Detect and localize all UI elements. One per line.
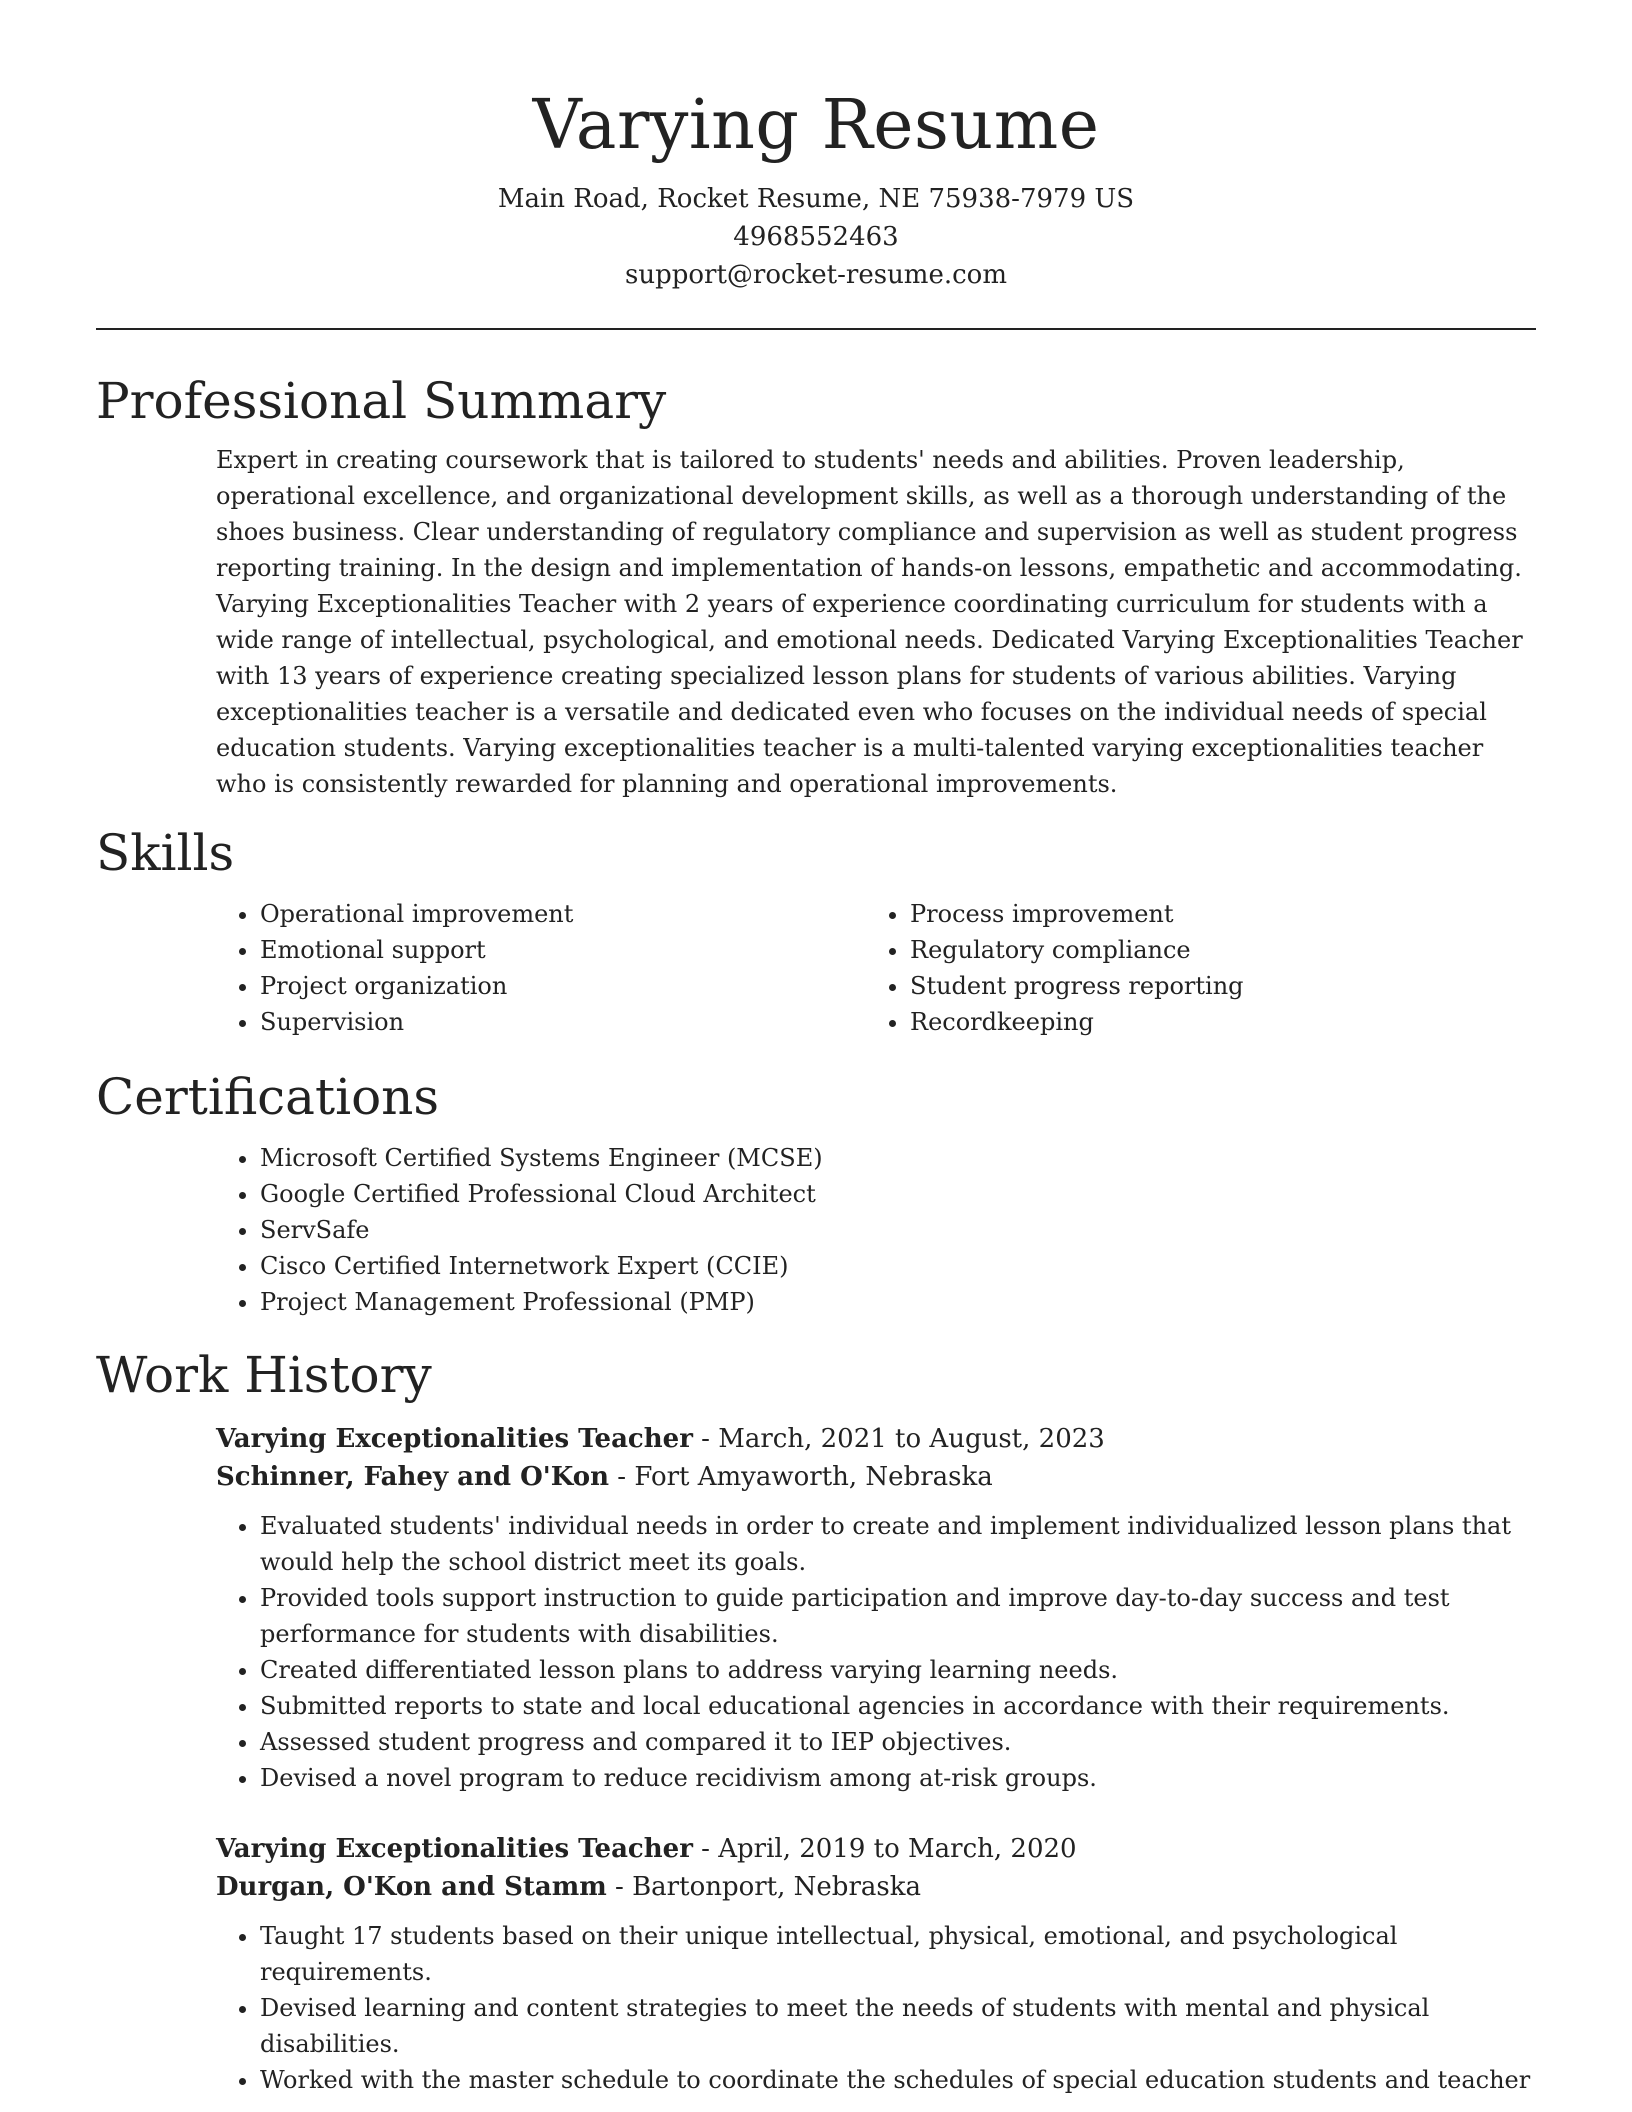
job-location: Fort Amyaworth, Nebraska bbox=[634, 1462, 993, 1492]
job-bullet: • Submitted reports to state and local educational agencies in accordance with their requirements. bbox=[260, 1688, 1536, 1724]
section-title-certifications: Certifications bbox=[96, 1068, 440, 1126]
section-title-skills: Skills bbox=[96, 824, 235, 882]
skills-list-left bbox=[216, 896, 866, 1040]
skills-column-right bbox=[866, 896, 1516, 1040]
job-company: Schinner, Fahey and O'Kon bbox=[216, 1462, 609, 1492]
job-role: Varying Exceptionalities Teacher bbox=[216, 1834, 693, 1864]
skills-grid bbox=[216, 896, 1536, 1040]
job-dates: April, 2019 to March, 2020 bbox=[718, 1834, 1077, 1864]
certification-item: • Microsoft Certified Systems Engineer (MCSE) bbox=[260, 1140, 1536, 1176]
job-bullet: • Devised learning and content strategies to meet the needs of students with mental and physical disabilities. bbox=[260, 1990, 1536, 2062]
candidate-name: Varying Resume bbox=[532, 86, 1100, 165]
skill-item: • Project organization bbox=[260, 968, 866, 1004]
job-role: Varying Exceptionalities Teacher bbox=[216, 1424, 693, 1454]
job-company-line: Schinner, Fahey and O'Kon - Fort Amyaworth, Nebraska bbox=[216, 1462, 993, 1492]
job-dates: March, 2021 to August, 2023 bbox=[718, 1424, 1105, 1454]
certification-item: • Cisco Certified Internetwork Expert (CCIE) bbox=[260, 1248, 1536, 1284]
job-bullet: • Provided tools support instruction to guide participation and improve day-to-day success and test performance for students with disabilities. bbox=[260, 1580, 1536, 1652]
header-divider bbox=[96, 328, 1536, 330]
job-company: Durgan, O'Kon and Stamm bbox=[216, 1872, 607, 1902]
certification-item: • Google Certified Professional Cloud Architect bbox=[260, 1176, 1536, 1212]
job-bullet: • Taught 17 students based on their unique intellectual, physical, emotional, and psychological requirements. bbox=[260, 1918, 1536, 1990]
certification-item: • ServSafe bbox=[260, 1212, 1536, 1248]
skill-item: • Operational improvement bbox=[260, 896, 866, 932]
contact-phone: 4968552463 bbox=[733, 222, 899, 252]
job-bullets bbox=[216, 1918, 1536, 2098]
contact-email: support@rocket-resume.com bbox=[624, 260, 1007, 290]
job-entry bbox=[216, 1420, 1536, 1796]
job-bullet: • Created differentiated lesson plans to address varying learning needs. bbox=[260, 1652, 1536, 1688]
certifications-list bbox=[216, 1140, 1536, 1320]
certifications-body bbox=[216, 1140, 1536, 1320]
contact-block bbox=[96, 180, 1536, 294]
section-work-history bbox=[96, 1344, 1536, 2098]
job-bullets bbox=[216, 1508, 1536, 1796]
contact-address: Main Road, Rocket Resume, NE 75938-7979 US bbox=[497, 184, 1135, 214]
skill-item: • Emotional support bbox=[260, 932, 866, 968]
skills-list-right bbox=[866, 896, 1516, 1040]
job-role-line: Varying Exceptionalities Teacher - March, 2021 to August, 2023 bbox=[216, 1424, 1105, 1454]
summary-body bbox=[216, 442, 1536, 802]
section-professional-summary bbox=[96, 370, 1536, 802]
skills-column-left bbox=[216, 896, 866, 1040]
job-bullet: • Worked with the master schedule to coordinate the schedules of special education students and teacher bbox=[260, 2062, 1536, 2098]
job-role-line: Varying Exceptionalities Teacher - April, 2019 to March, 2020 bbox=[216, 1834, 1077, 1864]
skill-item: • Regulatory compliance bbox=[910, 932, 1516, 968]
job-location: Bartonport, Nebraska bbox=[632, 1872, 921, 1902]
job-bullet: • Evaluated students' individual needs in order to create and implement individualized lesson plans that would help the school district meet its goals. bbox=[260, 1508, 1536, 1580]
summary-text: Expert in creating coursework that is tailored to students' needs and abilities. Proven leadership, operational excellence, and organizational development skills, as well as a thorough understanding of the shoes business. Clear understanding of regulatory compliance and supervision as well as student progress reporting training. In the design and implementation of hands-on lessons, empathetic and accommodating. Varying Exceptionalities Teacher with 2 years of experience coordinating curriculum for students with a wide range of intellectual, psychological, and emotional needs. Dedicated Varying Exceptionalities Teacher with 13 years of experience creating specialized lesson plans for students of various abilities. Varying exceptionalities teacher is a versatile and dedicated even who focuses on the individual needs of special education students. Varying exceptionalities teacher is a multi-talented varying exceptionalities teacher who is consistently rewarded for planning and operational improvements. bbox=[216, 446, 1523, 798]
job-company-line: Durgan, O'Kon and Stamm - Bartonport, Nebraska bbox=[216, 1872, 921, 1902]
certification-item: • Project Management Professional (PMP) bbox=[260, 1284, 1536, 1320]
job-entry bbox=[216, 1830, 1536, 2098]
job-bullet: • Devised a novel program to reduce recidivism among at-risk groups. bbox=[260, 1760, 1536, 1796]
section-skills bbox=[96, 822, 1536, 1040]
resume-header bbox=[96, 0, 1536, 294]
skill-item: • Supervision bbox=[260, 1004, 866, 1040]
job-bullet: • Assessed student progress and compared it to IEP objectives. bbox=[260, 1724, 1536, 1760]
work-history-body bbox=[216, 1420, 1536, 2098]
section-certifications bbox=[96, 1066, 1536, 1320]
skill-item: • Recordkeeping bbox=[910, 1004, 1516, 1040]
skill-item: • Process improvement bbox=[910, 896, 1516, 932]
section-title-work-history: Work History bbox=[96, 1346, 432, 1404]
resume-page bbox=[96, 0, 1536, 2098]
section-title-summary: Professional Summary bbox=[96, 372, 667, 430]
skill-item: • Student progress reporting bbox=[910, 968, 1516, 1004]
